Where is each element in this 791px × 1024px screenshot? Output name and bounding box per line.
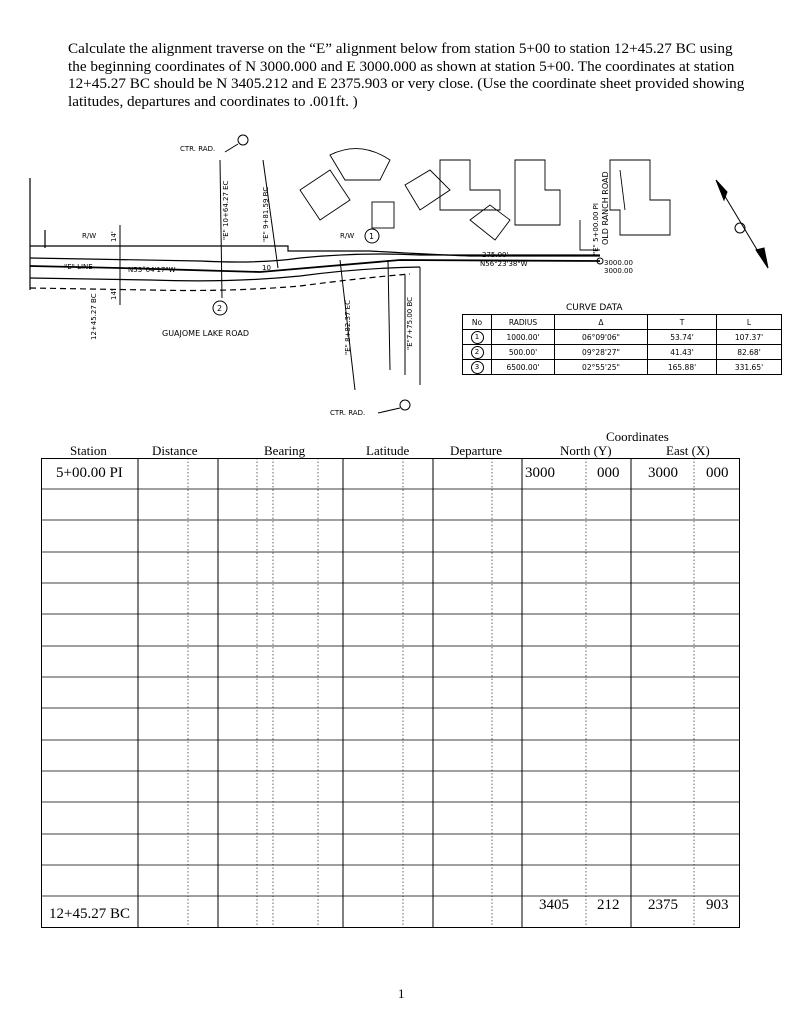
first-row-north-dec: 000: [597, 465, 620, 481]
curve-header-l: L: [717, 315, 782, 330]
coord-e-label: 3000.00: [604, 267, 633, 275]
first-row-station: 5+00.00 PI: [56, 465, 123, 481]
curve-tangent: 53.74': [648, 330, 717, 345]
alignment-plan-drawing: [0, 130, 791, 425]
rw-right-label: R/W: [340, 232, 355, 240]
curve-tangent: 165.88': [648, 360, 717, 375]
distance-label: 275.00': [482, 251, 509, 259]
curve-data-table: [462, 314, 782, 375]
curve-radius: 1000.00': [492, 330, 555, 345]
station-1245-label: 12+45.27 BC: [90, 293, 98, 340]
coord-n-label: 3000.00: [604, 259, 633, 267]
curve-delta: 09°28'27": [555, 345, 648, 360]
curve-radius: 500.00': [492, 345, 555, 360]
curve-tangent: 41.43': [648, 345, 717, 360]
coordinate-sheet-grid: [41, 458, 740, 928]
curve-length: 331.65': [717, 360, 782, 375]
station-981-label: "E" 9+81.59 BC: [262, 186, 270, 242]
first-row-east-int: 3000: [648, 465, 678, 481]
curve-length: 107.37': [717, 330, 782, 345]
e-line-label: "E" LINE: [64, 263, 93, 271]
curve-header-delta: Δ: [555, 315, 648, 330]
last-row-station: 12+45.27 BC: [49, 906, 130, 922]
curve-delta: 02°55'25": [555, 360, 648, 375]
distance-header: Distance: [152, 443, 198, 458]
curve-radius: 6500.00': [492, 360, 555, 375]
last-row-north-dec: 212: [597, 897, 620, 913]
rw-left-label: R/W: [82, 232, 97, 240]
curve-row: [463, 345, 782, 360]
curve-header-t: T: [648, 315, 717, 330]
dim-14-bottom: 14': [110, 289, 118, 300]
dim-14-top: 14': [110, 231, 118, 242]
bearing-left-label: N53°04'17"W: [128, 266, 176, 274]
bearing-right-label: N56°23'38"W: [480, 260, 528, 268]
first-row-east-dec: 000: [706, 465, 729, 481]
last-row-east-dec: 903: [706, 897, 729, 913]
station-header: Station: [70, 443, 107, 458]
station-1064-label: "E" 10+64.27 EC: [222, 180, 230, 240]
curve-number: 2: [471, 346, 484, 359]
curve-delta: 06°09'06": [555, 330, 648, 345]
ctr-rad-top-label: CTR. RAD.: [180, 145, 216, 153]
curve-row: [463, 360, 782, 375]
curve-row: [463, 330, 782, 345]
old-ranch-road-label: OLD RANCH ROAD: [601, 171, 610, 245]
guajome-road-label: GUAJOME LAKE ROAD: [162, 329, 249, 338]
curve-header-radius: RADIUS: [492, 315, 555, 330]
curve-length: 82.68': [717, 345, 782, 360]
circle-2-label: 2: [217, 304, 223, 313]
page-number: 1: [398, 986, 405, 1001]
station-500-label: "E" 5+00.00 PI: [592, 203, 600, 255]
departure-header: Departure: [450, 443, 502, 458]
north-arrow-icon: [716, 180, 768, 268]
ctr-rad-bottom-label: CTR. RAD.: [330, 409, 366, 417]
curve-number: 1: [471, 331, 484, 344]
instructions-paragraph: Calculate the alignment traverse on the “E” alignment below from station 5+00 to station 12+45.27 BC using the beginning coordinates of N 3000.000 and E 3000.000 as shown at station 5+00. The coordinates at station 12+45.27 BC should be N 3405.212 and E 2375.903 or very close. (Use the coordinate sheet provided showing latitudes, departures and coordinates to .001ft. ): [68, 40, 745, 110]
curve-header-row: [463, 315, 782, 330]
station-882-label: "E" 8+82.37 EC: [344, 300, 352, 355]
curve-data-title: CURVE DATA: [566, 303, 623, 313]
curve-header-no: No: [463, 315, 492, 330]
last-row-north-int: 3405: [539, 897, 569, 913]
latitude-header: Latitude: [366, 443, 410, 458]
label-10: 10: [262, 264, 271, 272]
last-row-east-int: 2375: [648, 897, 678, 913]
station-775-label: "E"7+75.00 BC: [406, 296, 414, 350]
circle-1-label: 1: [369, 232, 375, 241]
first-row-north-int: 3000: [525, 465, 555, 481]
east-header: East (X): [666, 443, 710, 458]
coordinates-header: Coordinates: [606, 429, 669, 444]
curve-number: 3: [471, 361, 484, 374]
bearing-header: Bearing: [264, 443, 306, 458]
north-header: North (Y): [560, 443, 612, 458]
